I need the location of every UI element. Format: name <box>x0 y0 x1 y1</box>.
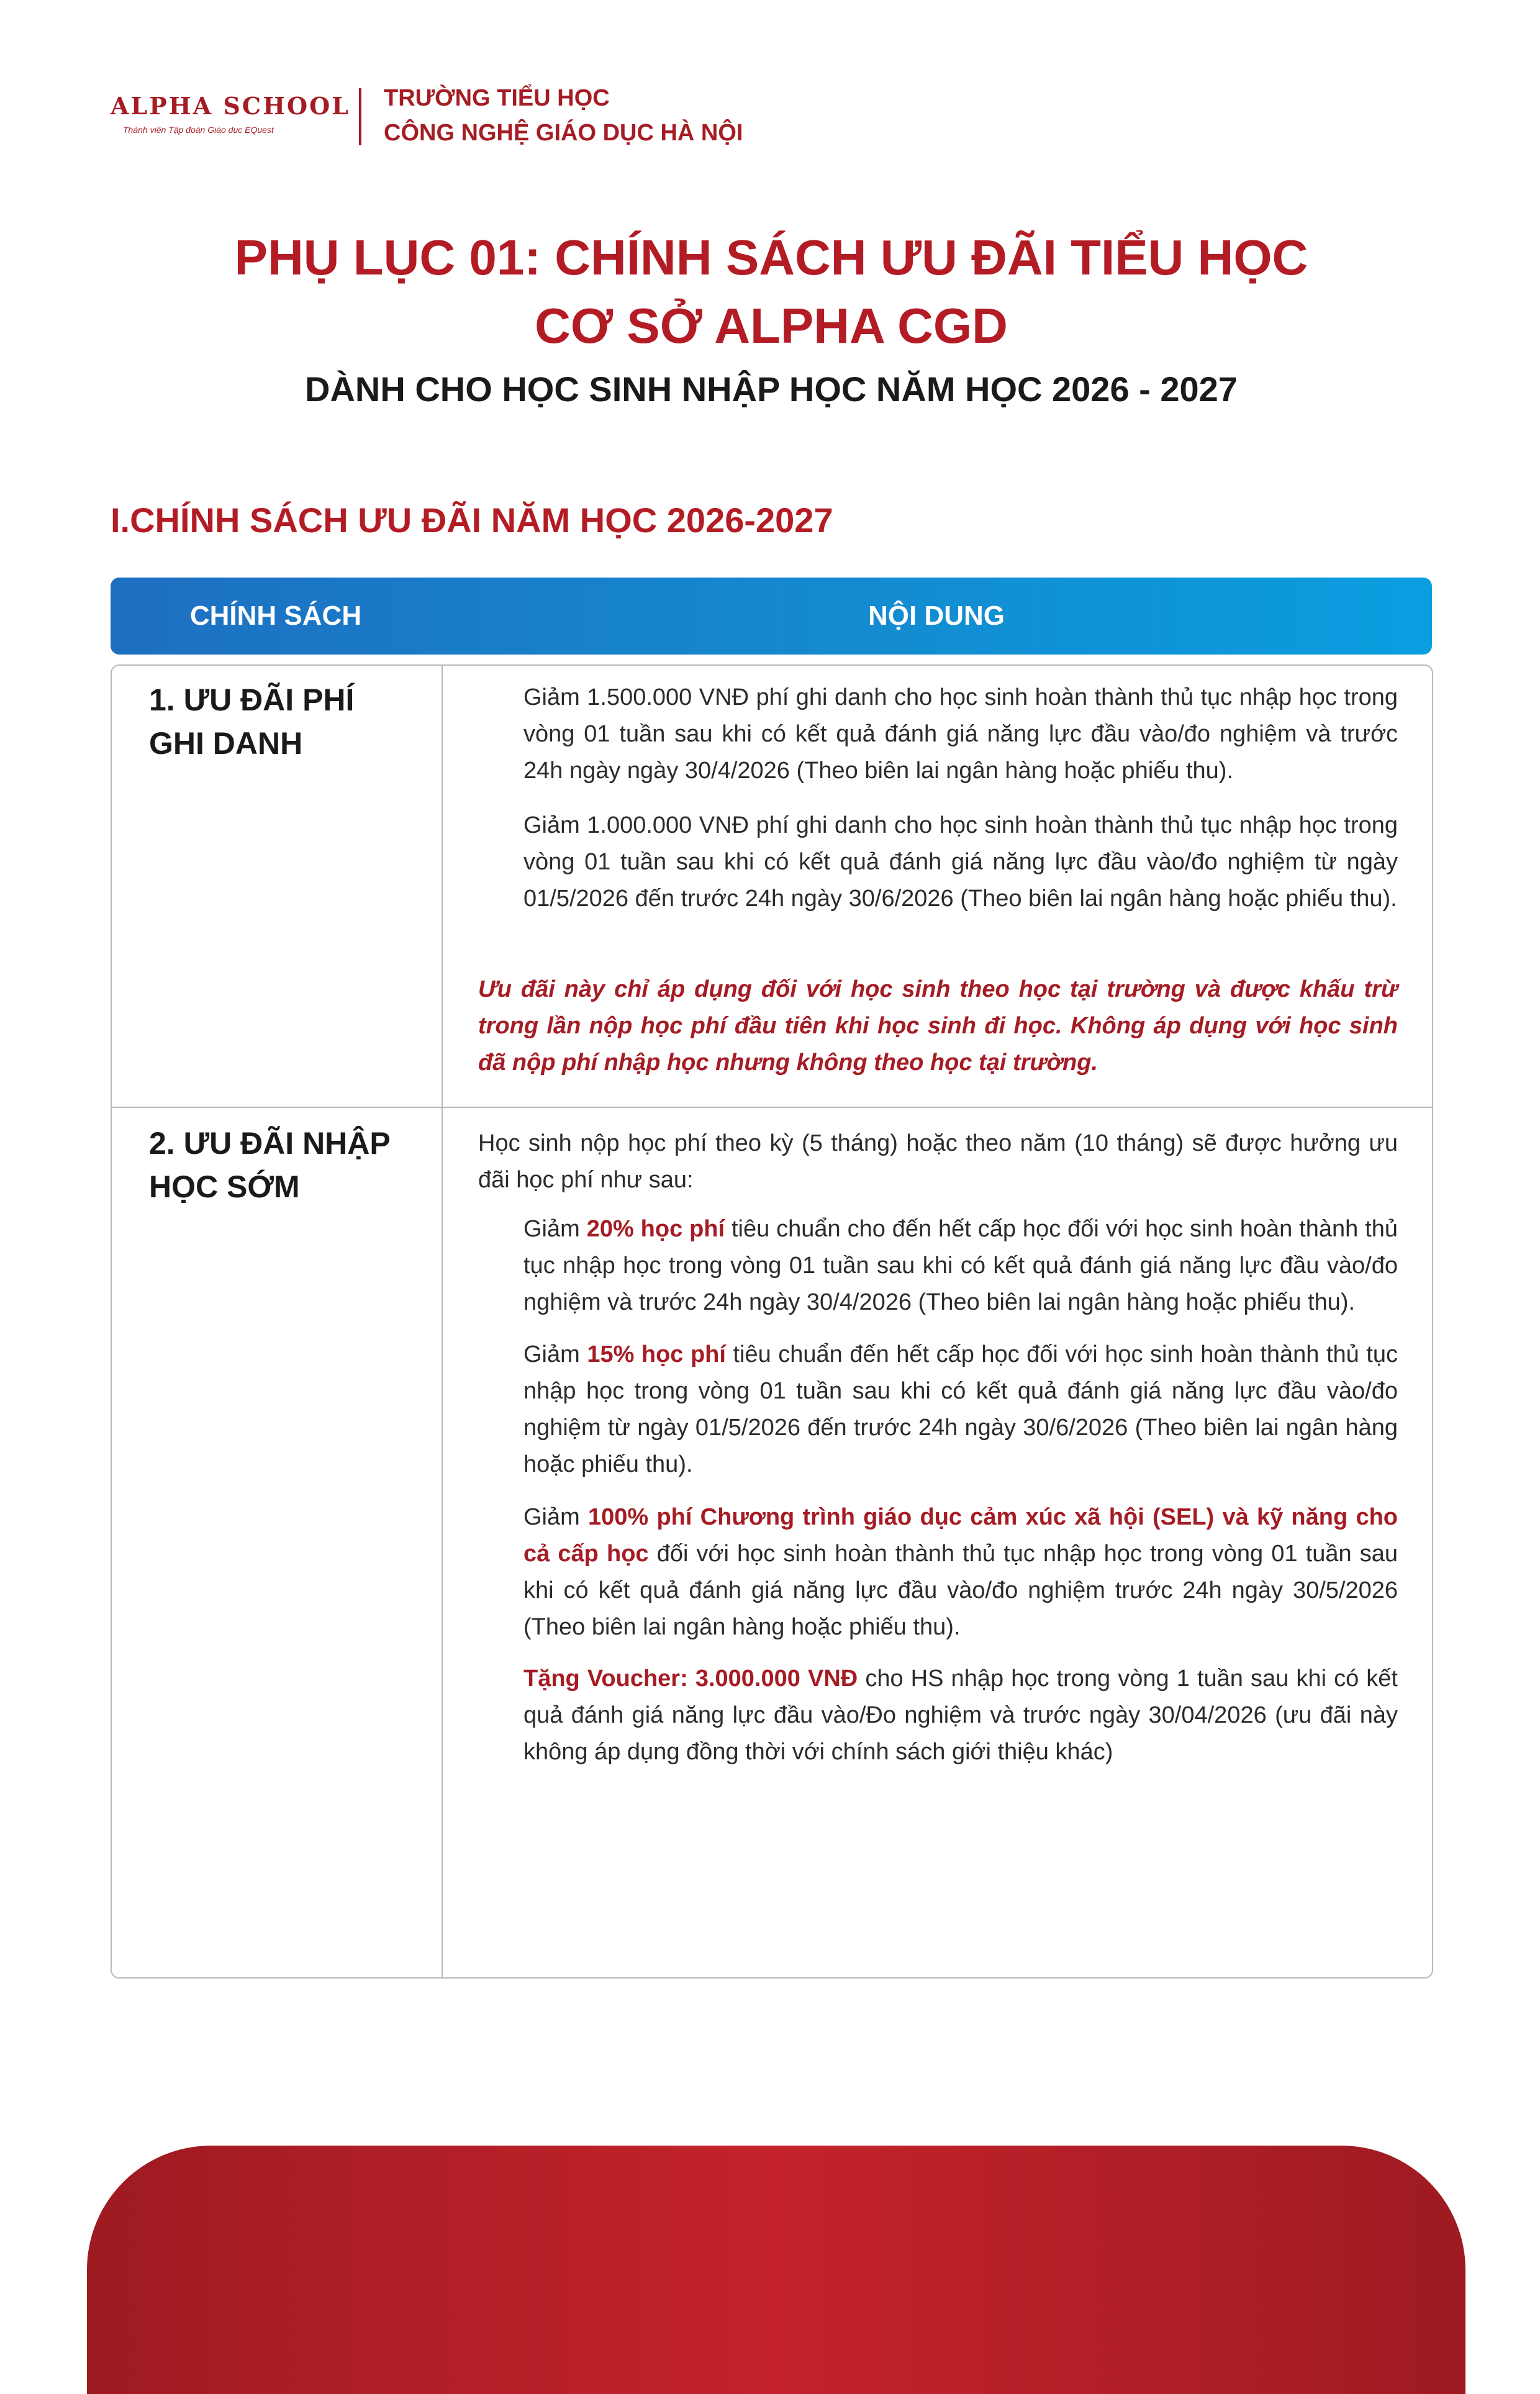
registration-fee-note <box>478 971 1398 1081</box>
benefit-text: cho HS nhập học trong vòng 1 tuần sau khi có kết quả đánh giá năng lực đầu vào/Đo nghiệm và trước ngày 30/04/2026 (ưu đãi này không áp dụng đồng thời với chính sách giới thiệu khác) <box>523 1666 1398 1765</box>
early-enrollment-benefit-3 <box>523 1499 1398 1646</box>
early-enrollment-benefit-2 <box>523 1336 1398 1483</box>
benefit-paragraph <box>523 1499 1398 1646</box>
document-subtitle: DÀNH CHO HỌC SINH NHẬP HỌC NĂM HỌC 2026 - 2027 <box>305 370 1238 409</box>
policy-name-line1: 1. ƯU ĐÃI PHÍ <box>149 682 355 717</box>
benefit-paragraph <box>523 1661 1398 1771</box>
school-logo <box>111 92 350 135</box>
header-divider <box>359 88 361 145</box>
footer-decoration <box>87 2146 1465 2394</box>
column-header-content: NỘI DUNG <box>868 601 1005 631</box>
document-title-block <box>111 224 1432 409</box>
policy-table-header <box>111 578 1432 655</box>
policy-name-early-enrollment <box>149 1122 422 1208</box>
benefit-paragraph: Giảm 1.500.000 VNĐ phí ghi danh cho học sinh hoàn thành thủ tục nhập học trong vòng 01 tuần sau khi có kết quả đánh giá năng lực đầu vào/đo nghiệm và trước 24h ngày ngày 30/4/2026 (Theo biên lai ngân hàng hoặc phiếu thu). <box>523 684 1398 784</box>
school-name-line2: CÔNG NGHỆ GIÁO DỤC HÀ NỘI <box>384 120 743 146</box>
benefit-text: Giảm <box>523 1504 589 1530</box>
benefit-paragraph <box>523 1211 1398 1321</box>
benefit-text: đối với học sinh hoàn thành thủ tục nhập học trong vòng 01 tuần sau khi có kết quả đánh giá năng lực đầu vào/đo nghiệm trước 24h ngày 30/5/2026 (Theo biên lai ngân hàng hoặc phiếu thu). <box>523 1541 1398 1640</box>
policy-name-registration-fee <box>149 678 422 765</box>
school-name <box>384 81 743 150</box>
benefit-text: tiêu chuẩn đến hết cấp học đối với học sinh hoàn thành thủ tục nhập học trong vòng 01 tuần sau khi có kết quả đánh giá năng lực đầu vào/đo nghiệm từ ngày 01/5/2026 đến trước 24h ngày 30/6/2026 (Theo biên lai ngân hàng hoặc phiếu thu). <box>523 1341 1398 1477</box>
benefit-highlight: 20% học phí <box>586 1216 725 1242</box>
column-header-policy: CHÍNH SÁCH <box>189 601 362 631</box>
benefit-paragraph <box>523 1336 1398 1483</box>
early-enrollment-benefit-4 <box>523 1661 1398 1771</box>
policy-name-line1: 2. ƯU ĐÃI NHẬP <box>149 1126 391 1161</box>
note-paragraph: Ưu đãi này chỉ áp dụng đối với học sinh theo học tại trường và được khấu trừ trong lần nộp học phí đầu tiên khi học sinh đi học. Không áp dụng với học sinh đã nộp phí nhập học nhưng không theo học tại trường. <box>478 976 1398 1076</box>
registration-fee-benefits <box>523 679 1398 789</box>
benefit-highlight: 100% phí Chương trình giáo dục cảm xúc xã hội (SEL) và kỹ năng cho cả cấp học <box>523 1504 1398 1567</box>
school-name-line1: TRƯỜNG TIỂU HỌC <box>384 85 610 111</box>
benefit-text: tiêu chuẩn cho đến hết cấp học đối với học sinh hoàn thành thủ tục nhập học trong vòng 01 tuần sau khi có kết quả đánh giá năng lực đầu vào/đo nghiệm và trước 24h ngày 30/4/2026 (Theo biên lai ngân hàng hoặc phiếu thu). <box>523 1216 1398 1315</box>
document-title-line1: PHỤ LỤC 01: CHÍNH SÁCH ƯU ĐÃI TIỂU HỌC <box>234 230 1308 285</box>
benefit-highlight: 15% học phí <box>587 1341 726 1367</box>
intro-paragraph: Học sinh nộp học phí theo kỳ (5 tháng) hoặc theo năm (10 tháng) sẽ được hưởng ưu đãi học phí như sau: <box>478 1130 1398 1193</box>
benefit-highlight: Tặng Voucher: 3.000.000 VNĐ <box>523 1666 858 1692</box>
benefit-paragraph: Giảm 1.000.000 VNĐ phí ghi danh cho học sinh hoàn thành thủ tục nhập học trong vòng 01 tuần sau khi có kết quả đánh giá năng lực đầu vào/đo nghiệm từ ngày 01/5/2026 đến trước 24h ngày 30/6/2026 (Theo biên lai ngân hàng hoặc phiếu thu). <box>523 812 1398 912</box>
policy-table <box>111 664 1433 1979</box>
benefit-text: Giảm <box>523 1216 587 1242</box>
row-divider <box>112 1107 1432 1108</box>
section-heading: I.CHÍNH SÁCH ƯU ĐÃI NĂM HỌC 2026-2027 <box>111 501 833 540</box>
column-divider <box>442 666 443 1977</box>
early-enrollment-intro <box>478 1125 1398 1199</box>
policy-name-line2: HỌC SỚM <box>149 1169 300 1204</box>
benefit-text: Giảm <box>523 1341 587 1367</box>
policy-name-line2: GHI DANH <box>149 726 303 761</box>
early-enrollment-benefit-1 <box>523 1211 1398 1321</box>
logo-tagline: Thành viên Tập đoàn Giáo dục EQuest <box>123 125 274 135</box>
logo-name: ALPHA SCHOOL <box>111 92 350 120</box>
registration-fee-benefits-2 <box>523 807 1398 917</box>
document-title-line2: CƠ SỞ ALPHA CGD <box>535 298 1008 353</box>
page-header <box>111 81 980 149</box>
